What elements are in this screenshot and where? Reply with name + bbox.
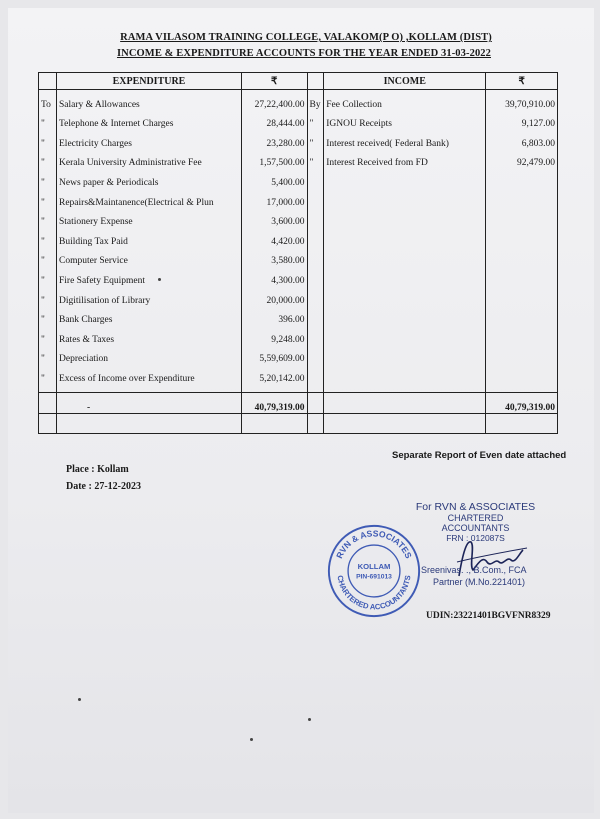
cell-by (307, 208, 324, 228)
table-row (39, 227, 558, 247)
spacer-cell (39, 384, 57, 393)
to-header (39, 73, 57, 90)
partner-block (421, 564, 527, 588)
cell-exp: Digitilisation of Library (57, 286, 242, 306)
statement-title: INCOME & EXPENDITURE ACCOUNTS FOR THE YEAR ENDED 31-03-2022 (116, 48, 491, 59)
closing-row (39, 413, 558, 434)
cell-by: " (307, 149, 324, 169)
cell-exp: Telephone & Internet Charges (57, 110, 242, 130)
cell-inc (324, 188, 486, 208)
cell-by (307, 188, 324, 208)
cell-inc (324, 247, 486, 267)
table-row (39, 266, 558, 286)
paper-speck (308, 718, 311, 721)
partner-role: Partner (M.No.221401) (433, 577, 526, 587)
cell-to: " (39, 208, 57, 228)
cell-iamt: 92,479.00 (486, 149, 558, 169)
cell-exp: Stationery Expense (57, 208, 242, 228)
spacer-cell (486, 384, 558, 393)
cell-by (307, 286, 324, 306)
cell-to: " (39, 266, 57, 286)
seal-city: KOLLAM (357, 562, 391, 572)
cell-iamt (486, 345, 558, 365)
expenditure-currency-header: ₹ (241, 73, 307, 90)
cell-exp: Repairs&Maintanence(Electrical & Plun (57, 188, 242, 208)
firm-name: For RVN & ASSOCIATES (415, 501, 536, 513)
cell-exp: Depreciation (57, 345, 242, 365)
firm-frn: FRN : 012087S (446, 533, 505, 543)
cell-inc (324, 345, 486, 365)
cell-by (307, 325, 324, 345)
cell-iamt (486, 266, 558, 286)
cell-by (307, 168, 324, 188)
closing-cell (486, 413, 558, 434)
paper-speck (250, 738, 253, 741)
cell-inc (324, 266, 486, 286)
income-currency-header: ₹ (486, 73, 558, 90)
seal-pin: PIN-691013 (356, 573, 392, 581)
cell-amt: 5,400.00 (241, 168, 307, 188)
closing-cell (307, 413, 324, 434)
expenditure-total: 40,79,319.00 (241, 392, 307, 413)
cell-inc (324, 325, 486, 345)
cell-amt: 4,420.00 (241, 227, 307, 247)
cell-to: " (39, 286, 57, 306)
table-row (39, 110, 558, 130)
cell-to: " (39, 110, 57, 130)
cell-inc: Fee Collection (324, 90, 486, 110)
table-row (39, 129, 558, 149)
cell-to: " (39, 227, 57, 247)
total-by-cell (307, 392, 324, 413)
total-mark: - (57, 392, 242, 413)
table-row (39, 286, 558, 306)
firm-seal (326, 523, 422, 619)
cell-exp: Building Tax Paid (57, 227, 242, 247)
cell-exp: Rates & Taxes (57, 325, 242, 345)
cell-amt: 1,57,500.00 (241, 149, 307, 169)
cell-inc: IGNOU Receipts (324, 110, 486, 130)
cell-by (307, 364, 324, 384)
table-row (39, 188, 558, 208)
cell-amt: 5,20,142.00 (241, 364, 307, 384)
table-row (39, 90, 558, 110)
spacer-cell (324, 384, 486, 393)
cell-to: To (39, 90, 57, 110)
cell-by (307, 345, 324, 365)
cell-exp: Electricity Charges (57, 129, 242, 149)
cell-by (307, 306, 324, 326)
cell-iamt (486, 208, 558, 228)
spacer-cell (57, 384, 242, 393)
table-row (39, 168, 558, 188)
cell-to: " (39, 247, 57, 267)
total-income-label-cell (324, 392, 486, 413)
cell-inc (324, 286, 486, 306)
table-row (39, 208, 558, 228)
cell-amt: 4,300.00 (241, 266, 307, 286)
total-row (39, 392, 558, 413)
cell-iamt (486, 188, 558, 208)
cell-exp: Computer Service (57, 247, 242, 267)
cell-iamt (486, 227, 558, 247)
udin-number: UDIN:23221401BGVFNR8329 (426, 611, 551, 621)
separate-report-note: Separate Report of Even date attached (392, 450, 567, 461)
cell-iamt (486, 247, 558, 267)
cell-exp: Bank Charges (57, 306, 242, 326)
cell-to: " (39, 168, 57, 188)
paper-speck (158, 278, 161, 281)
closing-cell (57, 413, 242, 434)
cell-amt: 3,600.00 (241, 208, 307, 228)
expenditure-header: EXPENDITURE (57, 73, 242, 90)
cell-by (307, 247, 324, 267)
cell-to: " (39, 149, 57, 169)
income-header: INCOME (324, 73, 486, 90)
cell-amt: 3,580.00 (241, 247, 307, 267)
table-row (39, 247, 558, 267)
cell-amt: 23,280.00 (241, 129, 307, 149)
spacer-cell (241, 384, 307, 393)
cell-by: " (307, 129, 324, 149)
cell-amt: 20,000.00 (241, 286, 307, 306)
table-row (39, 345, 558, 365)
svg-text:RVN & ASSOCIATES (334, 528, 414, 560)
cell-iamt: 9,127.00 (486, 110, 558, 130)
cell-inc (324, 227, 486, 247)
cell-inc (324, 306, 486, 326)
cell-exp: Kerala University Administrative Fee (57, 149, 242, 169)
cell-iamt (486, 286, 558, 306)
income-expenditure-table (38, 72, 558, 434)
document-page (8, 8, 594, 813)
paper-speck (78, 698, 81, 701)
cell-to: " (39, 345, 57, 365)
closing-cell (39, 413, 57, 434)
cell-inc: Interest Received from FD (324, 149, 486, 169)
cell-exp: News paper & Periodicals (57, 168, 242, 188)
cell-amt: 5,59,609.00 (241, 345, 307, 365)
table-row (39, 364, 558, 384)
spacer-row (39, 384, 558, 393)
cell-inc: Interest received( Federal Bank) (324, 129, 486, 149)
cell-amt: 28,444.00 (241, 110, 307, 130)
cell-iamt: 6,803.00 (486, 129, 558, 149)
closing-cell (324, 413, 486, 434)
cell-inc (324, 208, 486, 228)
table-row (39, 149, 558, 169)
cell-inc (324, 364, 486, 384)
cell-iamt (486, 364, 558, 384)
college-title: RAMA VILASOM TRAINING COLLEGE, VALAKOM(P O) ,KOLLAM (DIST) (120, 32, 492, 43)
cell-exp: Salary & Allowances (57, 90, 242, 110)
ledger-body (39, 90, 558, 434)
table-row (39, 325, 558, 345)
cell-by (307, 266, 324, 286)
cell-to: " (39, 306, 57, 326)
date-label: Date : 27-12-2023 (66, 481, 141, 492)
by-header (307, 73, 324, 90)
cell-iamt (486, 325, 558, 345)
cell-exp: Excess of Income over Expenditure (57, 364, 242, 384)
cell-to: " (39, 325, 57, 345)
spacer-cell (307, 384, 324, 393)
cell-to: " (39, 129, 57, 149)
cell-amt: 396.00 (241, 306, 307, 326)
partner-name: Sreenivas. ., B.Com., FCA (421, 565, 527, 575)
cell-inc (324, 168, 486, 188)
table-row (39, 306, 558, 326)
cell-iamt: 39,70,910.00 (486, 90, 558, 110)
cell-iamt (486, 306, 558, 326)
total-to-cell (39, 392, 57, 413)
cell-amt: 27,22,400.00 (241, 90, 307, 110)
cell-by (307, 227, 324, 247)
seal-bottom-text: CHARTERED ACCOUNTANTS (335, 574, 413, 612)
seal-top-text: RVN & ASSOCIATES (334, 528, 414, 560)
cell-to: " (39, 188, 57, 208)
closing-cell (241, 413, 307, 434)
cell-by: " (307, 110, 324, 130)
firm-type: CHARTERED ACCOUNTANTS (441, 513, 510, 533)
cell-to: " (39, 364, 57, 384)
income-total: 40,79,319.00 (486, 392, 558, 413)
cell-exp: Fire Safety Equipment (57, 266, 242, 286)
cell-amt: 17,000.00 (241, 188, 307, 208)
place-label: Place : Kollam (66, 464, 129, 475)
cell-iamt (486, 168, 558, 188)
cell-amt: 9,248.00 (241, 325, 307, 345)
cell-by: By (307, 90, 324, 110)
